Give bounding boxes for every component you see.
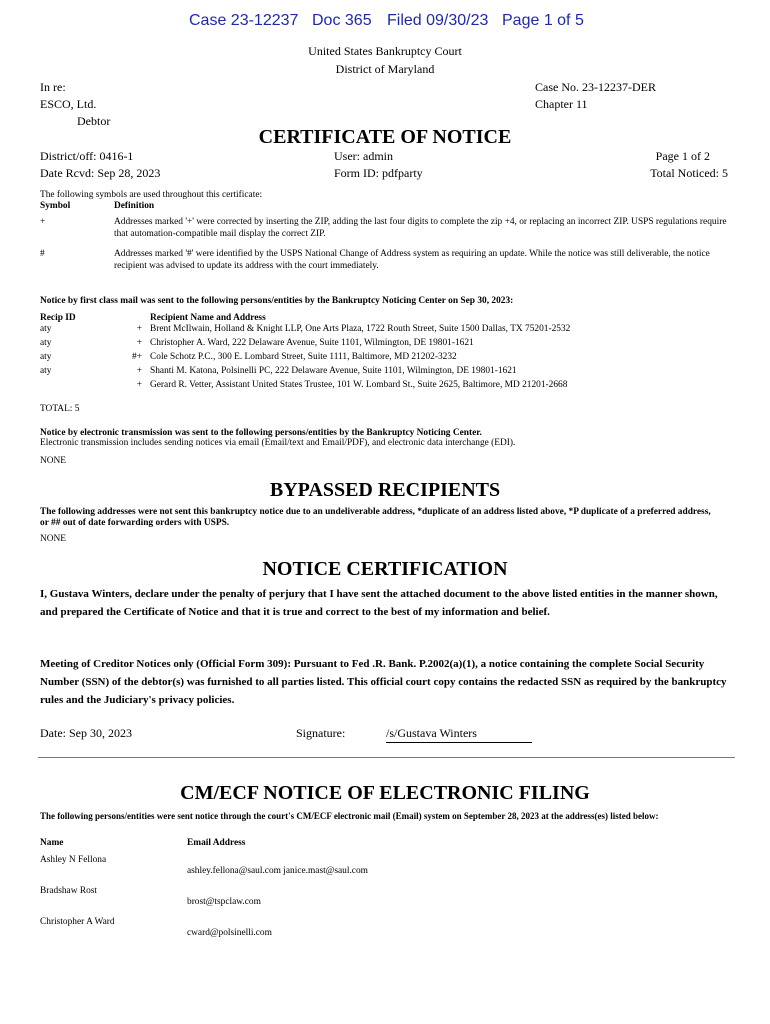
mail-heading: Notice by first class mail was sent to the following persons/entities by the Bankruptcy Noticing Center on Sep 30, 2023: [40, 296, 514, 306]
electronic-value: NONE [40, 456, 67, 466]
recip-id: aty [40, 366, 52, 376]
form-id: Form ID: pdfparty [334, 166, 423, 180]
certification-ssn-notice: Meeting of Creditor Notices only (Official Form 309): Pursuant to Fed .R. Bank. P.2002(a)(1), a notice containing the complete Social Security Number (SSN) of the debtor(s) was furnished to all parties listed. This official court copy contains the redacted SSN as required by the bankruptcy rules and the Judiciary's privacy policies. [40, 658, 727, 706]
recip-address: Shanti M. Katona, Polsinelli PC, 222 Delaware Avenue, Suite 1101, Wilmington, DE 19801-1621 [150, 366, 517, 376]
recip-mark: + [136, 338, 142, 348]
certification-title: NOTICE CERTIFICATION [262, 558, 508, 580]
court-name: United States Bankruptcy Court [308, 44, 462, 58]
recip-id: aty [40, 338, 52, 348]
certification-date: Date: Sep 30, 2023 [40, 726, 132, 740]
court-district: District of Maryland [335, 62, 435, 76]
header-filed: Filed 09/30/23 [387, 12, 489, 29]
bypassed-value: NONE [40, 534, 67, 544]
signature: /s/Gustava Winters [386, 726, 532, 743]
recip-mark: #+ [132, 352, 142, 362]
ecf-col-name: Name [40, 838, 64, 848]
header-case: Case 23-12237 [189, 12, 299, 29]
recip-address: Gerard R. Vetter, Assistant United States Trustee, 101 W. Lombard St., Suite 2625, Baltimore, MD 21201-2668 [150, 380, 568, 390]
district-off: District/off: 0416-1 [40, 149, 134, 163]
symbol-hash: # [40, 249, 45, 259]
ecf-recipient-email: brost@tspclaw.com [187, 897, 261, 907]
user: User: admin [334, 149, 393, 163]
case-number: Case No. 23-12237-DER [535, 80, 656, 94]
ecf-col-email: Email Address [187, 838, 246, 848]
electronic-sub: Electronic transmission includes sending notices via email (Email/text and Email/PDF), and electronic data interchange (EDI). [40, 438, 516, 448]
debtor-label: Debtor [77, 114, 111, 128]
ecf-recipient-email: ashley.fellona@saul.com janice.mast@saul.com [187, 866, 368, 876]
ecf-intro: The following persons/entities were sent notice through the court's CM/ECF electronic mail (Email) system on September 28, 2023 at the address(es) listed below: [40, 811, 659, 821]
mail-total: TOTAL: 5 [40, 404, 80, 414]
meta-page: Page 1 of 2 [655, 149, 710, 163]
mail-col-id: Recip ID [40, 313, 76, 323]
symbol-hash-definition: Addresses marked '#' were identified by the USPS National Change of Address system as requiring an update. While the notice was still deliverable, the notice recipient was advised to update its address with the court immediately. [114, 249, 710, 271]
total-noticed: Total Noticed: 5 [650, 166, 728, 180]
debtor-name: ESCO, Ltd. [40, 97, 97, 111]
ecf-recipient-name: Bradshaw Rost [40, 886, 98, 896]
recip-mark: + [136, 380, 142, 390]
recip-address: Cole Schotz P.C., 300 E. Lombard Street, Suite 1111, Baltimore, MD 21202-3232 [150, 352, 457, 362]
symbol-plus-definition: Addresses marked '+' were corrected by inserting the ZIP, adding the last four digits to complete the zip +4, or replacing an incorrect ZIP. USPS regulations require that automation-compatible mail display the correct ZIP. [114, 217, 727, 239]
in-re-label: In re: [40, 80, 66, 94]
electronic-heading: Notice by electronic transmission was sent to the following persons/entities by the Bankruptcy Noticing Center. [40, 428, 482, 438]
ecf-recipient-name: Ashley N Fellona [40, 855, 107, 865]
recip-address: Christopher A. Ward, 222 Delaware Avenue, Suite 1101, Wilmington, DE 19801-1621 [150, 338, 474, 348]
recip-address: Brent McIlwain, Holland & Knight LLP, One Arts Plaza, 1722 Routh Street, Suite 1500 Dallas, TX 75201-2532 [150, 324, 571, 334]
date-received: Date Rcvd: Sep 28, 2023 [40, 166, 161, 180]
symbols-intro: The following symbols are used throughout this certificate: [40, 190, 263, 200]
certificate-title: CERTIFICATE OF NOTICE [258, 126, 512, 148]
symbols-col-definition: Definition [114, 201, 155, 211]
ecf-title: CM/ECF NOTICE OF ELECTRONIC FILING [180, 782, 590, 804]
chapter: Chapter 11 [535, 97, 588, 111]
recip-id: aty [40, 324, 52, 334]
symbols-col-symbol: Symbol [40, 201, 71, 211]
certification-declaration: I, Gustava Winters, declare under the penalty of perjury that I have sent the attached document to the above listed entities in the manner shown, and prepared the Certificate of Notice and that it is true and correct to the best of my information and belief. [40, 588, 718, 618]
section-divider [38, 757, 735, 758]
symbol-plus: + [40, 217, 46, 227]
signature-label: Signature: [296, 726, 346, 740]
bypassed-title: BYPASSED RECIPIENTS [269, 479, 501, 501]
recip-id: aty [40, 352, 52, 362]
recip-mark: + [136, 324, 142, 334]
header-doc: Doc 365 [312, 12, 372, 29]
ecf-recipient-name: Christopher A Ward [40, 917, 115, 927]
mail-col-name: Recipient Name and Address [150, 313, 266, 323]
recip-mark: + [136, 366, 142, 376]
ecf-recipient-email: cward@polsinelli.com [187, 928, 272, 938]
header-page: Page 1 of 5 [502, 12, 584, 29]
bypassed-text: The following addresses were not sent this bankruptcy notice due to an undeliverable address, *duplicate of an address listed above, *P duplicate of a preferred address, or ## out of date forwarding orders with USPS. [40, 507, 711, 528]
